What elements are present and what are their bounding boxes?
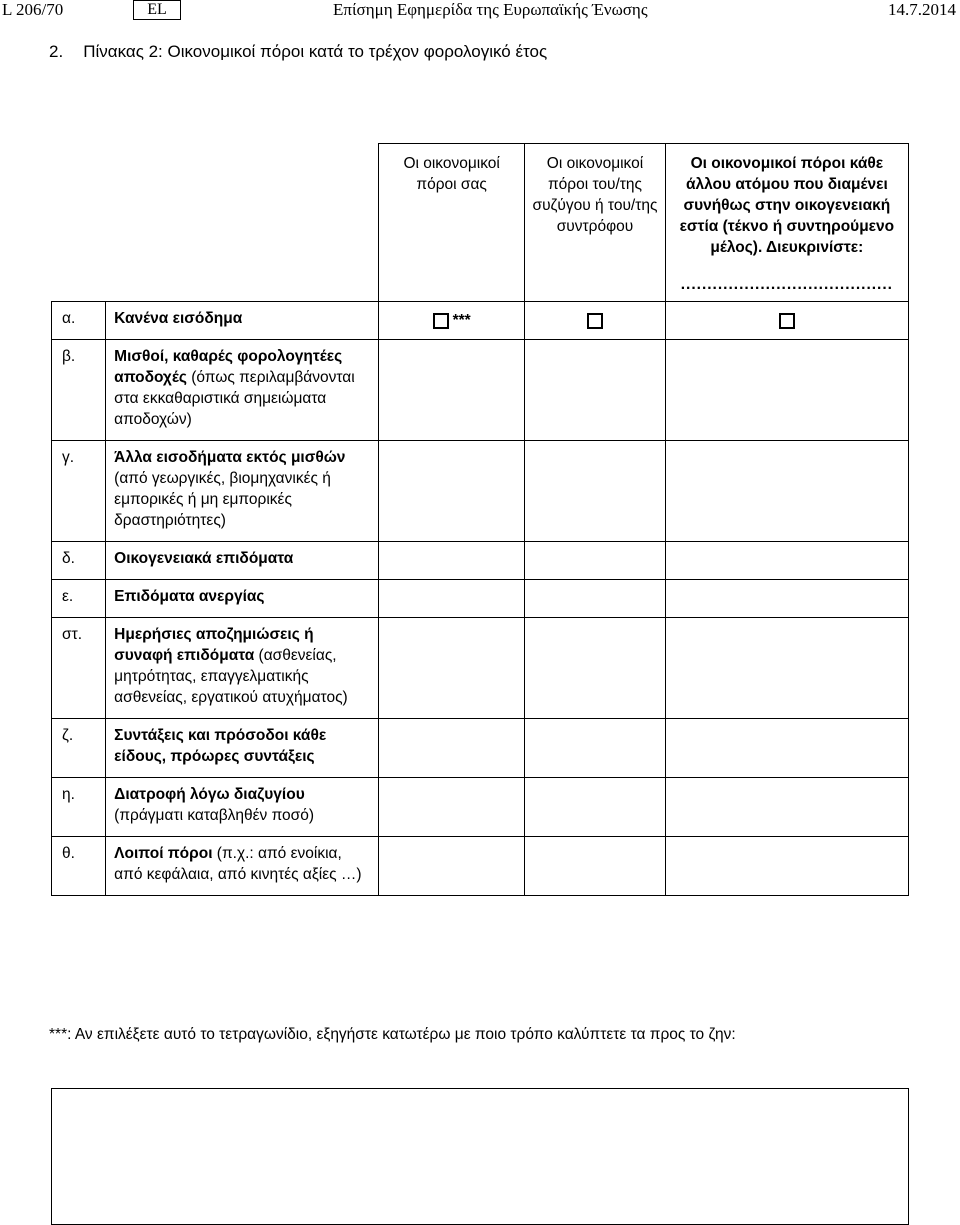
input-cell-own[interactable] [379,778,525,837]
stars-marker: *** [452,312,471,330]
input-cell-own[interactable] [379,618,525,719]
input-cell-other[interactable] [665,837,908,896]
input-cell-own[interactable] [379,719,525,778]
input-cell-spouse[interactable] [525,778,665,837]
page-header [0,0,960,24]
row-letter: ε. [52,580,106,618]
input-cell-spouse[interactable] [525,441,665,542]
row-label: Άλλα εισοδήματα εκτός μισθών (από γεωργικές, βιομηχανικές ή εμπορικές ή μη εμπορικές δραστηριότητες) [106,441,379,542]
header-spouse-resources: Οι οικονομικοί πόροι του/της συζύγου ή του/της συντρόφου [525,144,665,302]
cell-other-none [665,302,908,340]
table-row [52,542,909,580]
row-label: Λοιποί πόροι (π.χ.: από ενοίκια, από κεφάλαια, από κινητές αξίες …) [106,837,379,896]
input-cell-own[interactable] [379,837,525,896]
row-label: Μισθοί, καθαρές φορολογητέες αποδοχές (όπως περιλαμβάνονται στα εκκαθαριστικά σημειώματα αποδοχών) [106,340,379,441]
input-cell-own[interactable] [379,580,525,618]
table-row [52,719,909,778]
input-cell-spouse[interactable] [525,837,665,896]
checkbox-own-none[interactable] [433,313,449,329]
specify-dots: ........................................ [680,276,893,293]
row-letter: στ. [52,618,106,719]
input-cell-other[interactable] [665,340,908,441]
section-title-text: Πίνακας 2: Οικονομικοί πόροι κατά το τρέχον φορολογικό έτος [83,42,548,61]
header-blank [52,144,379,302]
publication-date: 14.7.2014 [888,0,956,19]
row-label: Συντάξεις και πρόσοδοι κάθε είδους, πρόωρες συντάξεις [106,719,379,778]
input-cell-other[interactable] [665,580,908,618]
row-letter: θ. [52,837,106,896]
table-row [52,837,909,896]
row-label: Κανένα εισόδημα [106,302,379,340]
input-cell-own[interactable] [379,340,525,441]
explanation-box[interactable] [51,1088,909,1225]
language-code: EL [133,0,181,20]
input-cell-other[interactable] [665,441,908,542]
input-cell-own[interactable] [379,441,525,542]
input-cell-spouse[interactable] [525,542,665,580]
table-row [52,778,909,837]
row-letter: ζ. [52,719,106,778]
row-label: Διατροφή λόγω διαζυγίου (πράγματι καταβληθέν ποσό) [106,778,379,837]
cell-own-none [379,302,525,340]
table-header-row [52,144,909,302]
input-cell-spouse[interactable] [525,340,665,441]
row-label: Ημερήσιες αποζημιώσεις ή συναφή επιδόματα (ασθενείας, μητρότητας, επαγγελματικής ασθενείας, εργατικού ατυχήματος) [106,618,379,719]
table-row [52,302,909,340]
input-cell-spouse[interactable] [525,719,665,778]
page-number: L 206/70 [2,0,64,19]
table-row [52,580,909,618]
row-letter: δ. [52,542,106,580]
financial-resources-table [51,143,909,896]
row-label: Οικογενειακά επιδόματα [106,542,379,580]
input-cell-spouse[interactable] [525,618,665,719]
checkbox-spouse-none[interactable] [587,313,603,329]
row-label: Επιδόματα ανεργίας [106,580,379,618]
table-row [52,340,909,441]
footnote: ***: Αν επιλέξετε αυτό το τετραγωνίδιο, εξηγήστε κατωτέρω με ποιο τρόπο καλύπτετε τα προς το ζην: [49,1026,736,1043]
header-other-person-resources: Οι οικονομικοί πόροι κάθε άλλου ατόμου που διαμένει συνήθως στην οικογενειακή εστία (τέκνο ή συντηρούμενο μέλος). Διευκρινίστε: ........................................ [665,144,908,302]
input-cell-own[interactable] [379,542,525,580]
row-letter: η. [52,778,106,837]
cell-spouse-none [525,302,665,340]
checkbox-other-none[interactable] [779,313,795,329]
input-cell-other[interactable] [665,778,908,837]
input-cell-other[interactable] [665,719,908,778]
journal-title: Επίσημη Εφημερίδα της Ευρωπαϊκής Ένωσης [333,0,648,19]
row-letter: γ. [52,441,106,542]
table-row [52,618,909,719]
section-number: 2. [49,42,64,61]
section-title [49,42,547,62]
row-letter: α. [52,302,106,340]
input-cell-spouse[interactable] [525,580,665,618]
row-letter: β. [52,340,106,441]
input-cell-other[interactable] [665,542,908,580]
header-own-resources: Οι οικονομικοί πόροι σας [379,144,525,302]
table-row [52,441,909,542]
input-cell-other[interactable] [665,618,908,719]
